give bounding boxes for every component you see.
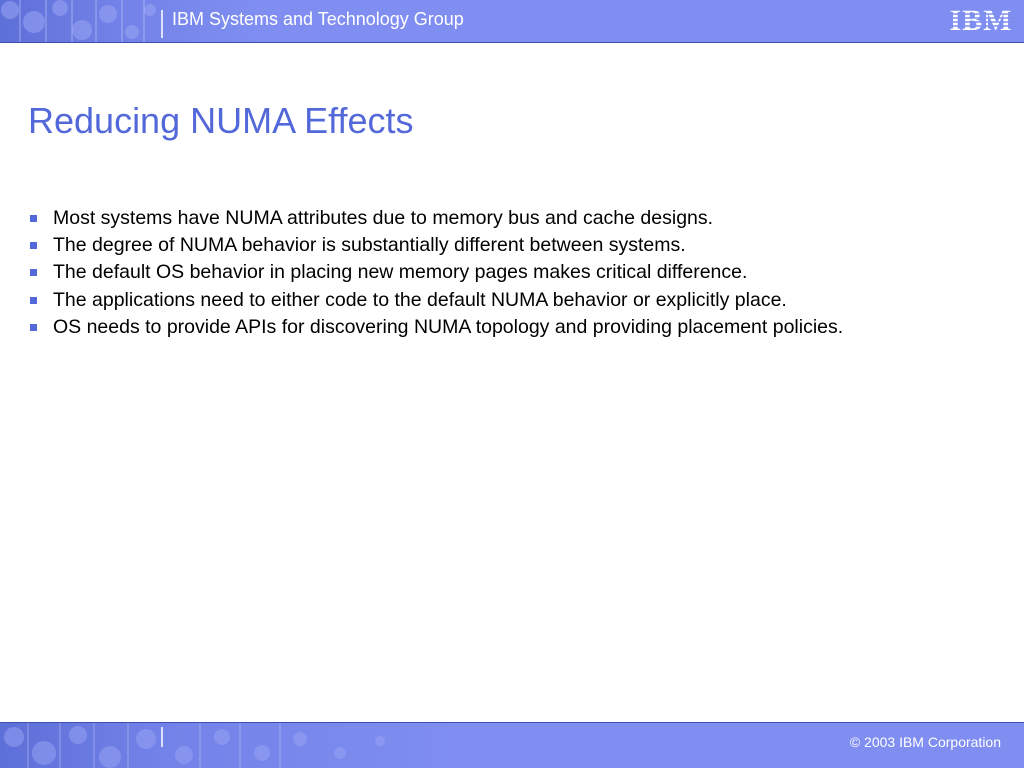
footer-decoration — [0, 723, 460, 768]
square-bullet-icon — [30, 324, 37, 331]
header-rule — [0, 42, 1024, 43]
bullet-item — [28, 205, 928, 232]
bullet-item — [28, 259, 928, 286]
bullet-item — [28, 287, 928, 314]
header-decoration — [0, 0, 170, 42]
bullet-text: The default OS behavior in placing new memory pages makes critical difference. — [53, 261, 748, 284]
square-bullet-icon — [30, 215, 37, 222]
bullet-item — [28, 314, 928, 341]
square-bullet-icon — [30, 242, 37, 249]
header-band — [0, 0, 1024, 42]
ibm-logo — [946, 4, 1016, 36]
bullet-text: Most systems have NUMA attributes due to memory bus and cache designs. — [53, 207, 714, 229]
square-bullet-icon — [30, 297, 37, 304]
square-bullet-icon — [30, 269, 37, 276]
bullet-text: OS needs to provide APIs for discovering NUMA topology and providing placement policies. — [53, 315, 844, 338]
copyright-notice: © 2003 IBM Corporation — [849, 734, 1001, 750]
bullet-text: The degree of NUMA behavior is substantially different between systems. — [53, 234, 686, 257]
header-title: IBM Systems and Technology Group — [172, 9, 464, 29]
bullet-item — [28, 232, 928, 259]
slide-title: Reducing NUMA Effects — [28, 100, 414, 141]
bullet-list — [28, 205, 928, 341]
footer-band — [0, 723, 1024, 768]
bullet-text: The applications need to either code to the default NUMA behavior or explicitly place. — [53, 288, 787, 311]
ibm-logo-text: IBM — [949, 4, 1013, 36]
